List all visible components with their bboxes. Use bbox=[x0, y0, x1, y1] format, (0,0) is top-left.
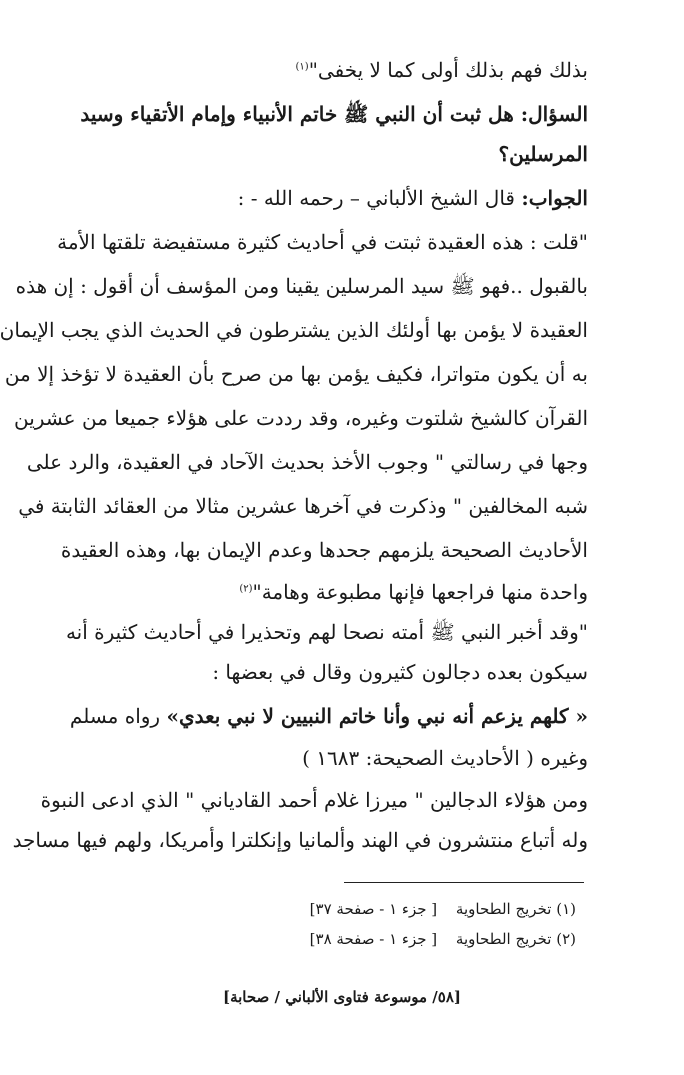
footnote-source: تخريج الطحاوية bbox=[455, 900, 552, 918]
line-text: شبه المخالفين " وذكرت في آخرها عشرين مثالا من العقائد الثابتة في bbox=[18, 494, 588, 518]
text-line bbox=[18, 492, 588, 520]
footnote bbox=[310, 928, 576, 950]
line-text: رواه مسلم bbox=[69, 704, 167, 728]
page-footer: [٥٨/ موسوعة فتاوى الألباني / صحابة] bbox=[222, 988, 462, 1006]
footnote-ref-text: [ جزء ١ - صفحة ٣٧] bbox=[309, 900, 438, 918]
line-text: سيكون بعده دجالون كثيرون وقال في بعضها : bbox=[212, 660, 588, 684]
line-text: به أن يكون متواترا، فكيف يؤمن بها من صرح بأن العقيدة لا تؤخذ إلا من bbox=[4, 362, 588, 386]
hadith-quote: « كلهم يزعم أنه نبي وأنا خاتم النبيين لا نبي بعدي» bbox=[166, 704, 588, 728]
question-text: المرسلين؟ bbox=[498, 142, 588, 166]
line-text: الأحاديث الصحيحة يلزمهم جحدها وعدم الإيمان بها، وهذه العقيدة bbox=[60, 538, 588, 562]
footnote-ref-text: [ جزء ١ - صفحة ٣٨] bbox=[309, 930, 438, 948]
text-line bbox=[4, 360, 588, 388]
footnote-source: تخريج الطحاوية bbox=[455, 930, 552, 948]
footnote-separator bbox=[344, 882, 584, 883]
text-line bbox=[0, 316, 588, 344]
footnote-ref: (٢) bbox=[239, 583, 253, 595]
text-line bbox=[100, 578, 588, 606]
text-line bbox=[60, 536, 588, 564]
line-text: وغيره ( الأحاديث الصحيحة: ١٦٨٣ ) bbox=[302, 746, 588, 770]
footnote-number: (٢) bbox=[556, 930, 576, 948]
question-text: هل ثبت أن النبي ﷺ خاتم الأنبياء وإمام الأتقياء وسيد bbox=[80, 102, 521, 126]
text-line bbox=[65, 618, 588, 646]
footnote-ref: (١) bbox=[295, 61, 309, 73]
text-line bbox=[26, 448, 588, 476]
line-text: واحدة منها فراجعها فإنها مطبوعة وهامة" bbox=[252, 580, 588, 604]
text-line bbox=[57, 228, 588, 256]
text-line bbox=[15, 272, 588, 300]
hadith-line bbox=[69, 702, 588, 730]
line-text: وله أتباع منتشرون في الهند وألمانيا وإنكلترا وأمريكا، ولهم فيها مساجد bbox=[12, 828, 588, 852]
footnote-number: (١) bbox=[556, 900, 576, 918]
line-text: بذلك فهم بذلك أولى كما لا يخفى" bbox=[308, 58, 588, 82]
answer-label: الجواب: bbox=[521, 186, 588, 210]
text-line bbox=[100, 744, 588, 772]
text-line bbox=[100, 56, 588, 84]
question-line bbox=[100, 140, 588, 168]
question-line bbox=[80, 100, 588, 128]
line-text: "وقد أخبر النبي ﷺ أمته نصحا لهم وتحذيرا في أحاديث كثيرة أنه bbox=[65, 620, 588, 644]
question-label: السؤال: bbox=[520, 102, 588, 126]
answer-text: قال الشيخ الألباني – رحمه الله - : bbox=[237, 186, 522, 210]
line-text: ومن هؤلاء الدجالين " ميرزا غلام أحمد القادياني " الذي ادعى النبوة bbox=[40, 788, 588, 812]
text-line bbox=[100, 658, 588, 686]
line-text: بالقبول ..فهو ﷺ سيد المرسلين يقينا ومن المؤسف أن أقول : إن هذه bbox=[15, 274, 588, 298]
line-text: "قلت : هذه العقيدة ثبتت في أحاديث كثيرة مستفيضة تلقتها الأمة bbox=[57, 230, 588, 254]
text-line bbox=[12, 826, 588, 854]
line-text: القرآن كالشيخ شلتوت وغيره، وقد رددت على هؤلاء جميعا من عشرين bbox=[14, 406, 588, 430]
line-text: العقيدة لا يؤمن بها أولئك الذين يشترطون في الحديث الذي يجب الإيمان bbox=[0, 318, 588, 342]
answer-line bbox=[100, 184, 588, 212]
line-text: وجها في رسالتي " وجوب الأخذ بحديث الآحاد في العقيدة، والرد على bbox=[26, 450, 588, 474]
text-line bbox=[14, 404, 588, 432]
footnote bbox=[310, 898, 576, 920]
text-line bbox=[40, 786, 588, 814]
